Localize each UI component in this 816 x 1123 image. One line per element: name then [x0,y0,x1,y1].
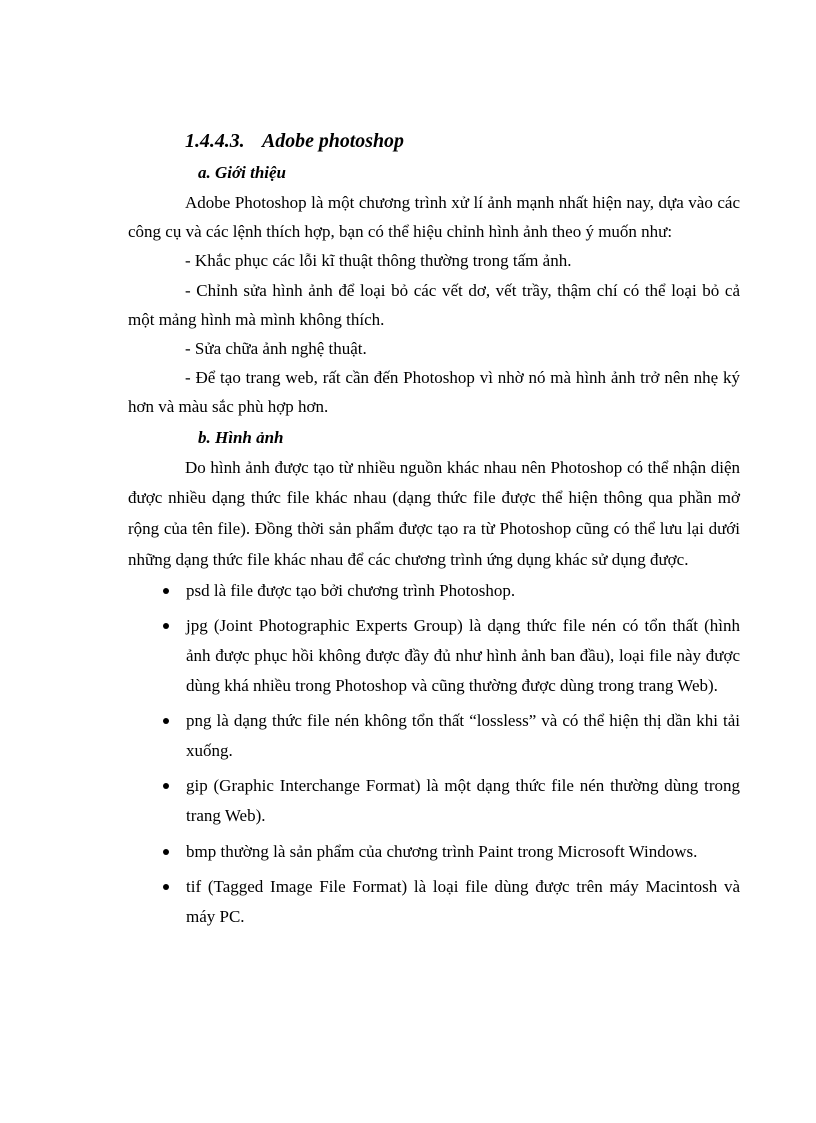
list-item-text: psd là file được tạo bởi chương trình Photoshop. [186,580,516,600]
subheading-images: b. Hình ảnh [198,427,284,447]
section-title: Adobe photoshop [262,130,404,152]
section-heading [185,126,740,157]
feature-item-1: - Khắc phục các lỗi kĩ thuật thông thường trong tấm ảnh. [185,251,572,271]
list-item [163,611,740,700]
page-content [128,126,740,937]
images-paragraph: Do hình ảnh được tạo từ nhiều nguồn khác nhau nên Photoshop có thể nhận diện được nhiều dạng thức file khác nhau (dạng thức file được thể hiện thông qua phần mở rộng của tên file). Đồng thời sản phẩm được tạo ra từ Photoshop cũng có thể lưu lại dưới những dạng thức file khác nhau để các chương trình ứng dụng khác sử dụng được. [128,457,740,570]
list-item-text: gip (Graphic Interchange Format) là một dạng thức file nén thường dùng trong trang Web). [186,776,740,825]
intro-paragraph: Adobe Photoshop là một chương trình xử lí ảnh mạnh nhất hiện nay, dựa vào các công cụ và các lệnh thích hợp, bạn có thể hiệu chỉnh hình ảnh theo ý muốn như: [128,193,740,242]
list-item-text: jpg (Joint Photographic Experts Group) là dạng thức file nén có tổn thất (hình ảnh được phục hồi không được đầy đủ như hình ảnh ban đầu), loại file này được dùng khá nhiều trong Photoshop và cũng thường được dùng trong trang Web). [186,616,740,695]
list-item [163,837,740,867]
list-item [163,706,740,765]
subheading-introduction: a. Giới thiệu [198,163,286,182]
list-item [163,771,740,830]
list-item-text: bmp thường là sản phẩm của chương trình Paint trong Microsoft Windows. [186,841,698,861]
bullet-icon [163,884,169,890]
list-item [163,872,740,931]
bullet-icon [163,783,169,789]
bullet-icon [163,718,169,724]
section-number: 1.4.4.3. [185,130,245,152]
feature-item-3: - Sửa chữa ảnh nghệ thuật. [185,339,367,359]
feature-item-4: - Để tạo trang web, rất cần đến Photoshop vì nhờ nó mà hình ảnh trở nên nhẹ ký hơn và màu sắc phù hợp hơn. [128,368,740,417]
bullet-icon [163,588,169,594]
bullet-icon [163,849,169,855]
list-item [163,576,740,606]
list-item-text: tif (Tagged Image File Format) là loại file dùng được trên máy Macintosh và máy PC. [186,877,740,926]
file-format-list [163,576,740,932]
list-item-text: png là dạng thức file nén không tổn thất “lossless” và có thể hiện thị dần khi tải xuống. [186,711,740,760]
feature-item-2: - Chỉnh sửa hình ảnh để loại bỏ các vết dơ, vết trầy, thậm chí có thể loại bỏ cả một mảng hình mà mình không thích. [128,280,740,329]
bullet-icon [163,623,169,629]
